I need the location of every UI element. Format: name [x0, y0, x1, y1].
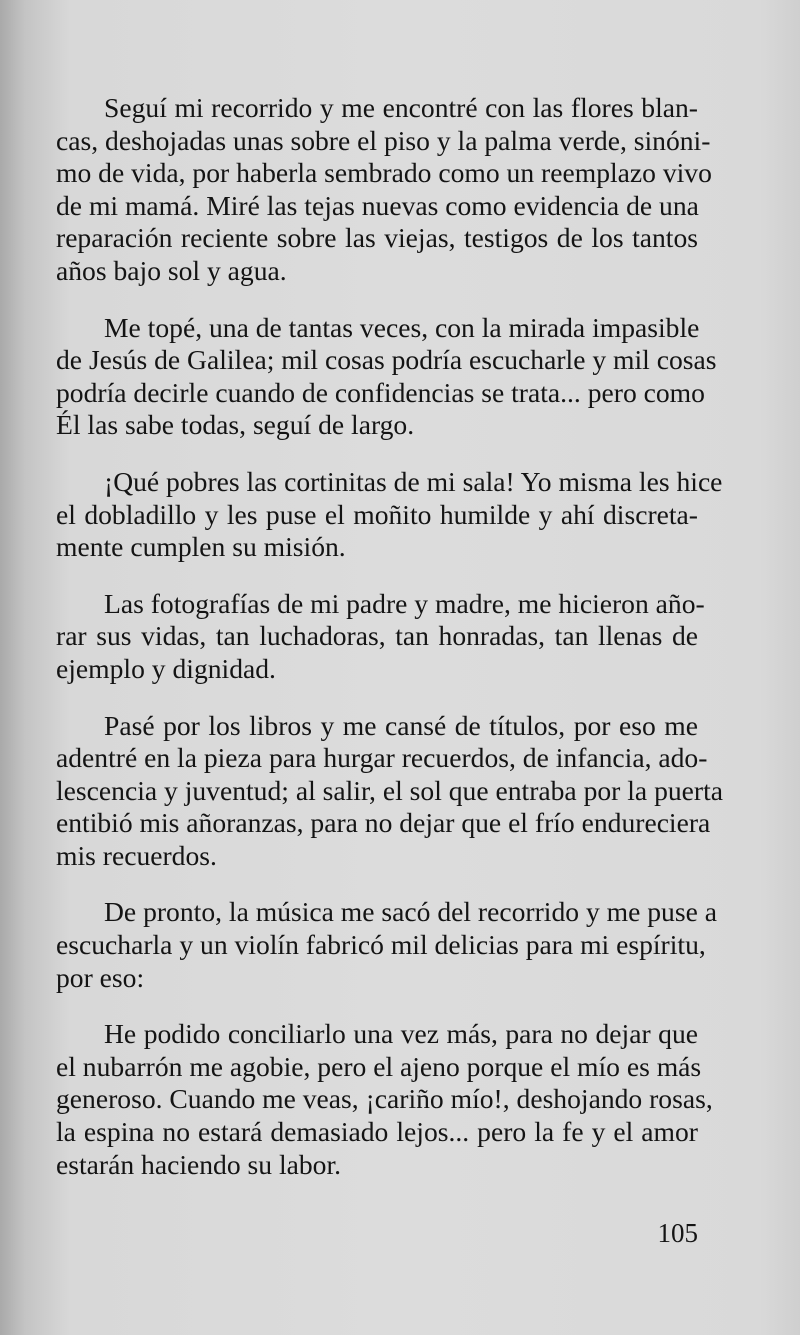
text-line: Me topé, una de tantas veces, con la mirada impasible — [104, 311, 700, 343]
text-line: reparación reciente sobre las viejas, testigos de los tantos — [56, 222, 698, 254]
text-line: el nubarrón me agobie, pero el ajeno porque el mío es más — [56, 1050, 702, 1082]
text-line: la espina no estará demasiado lejos... pero la fe y el amor — [56, 1116, 698, 1148]
paragraph — [56, 709, 724, 873]
text-line: ¡Qué pobres las cortinitas de mi sala! Yo misma les hice — [104, 465, 723, 497]
text-line: podría decirle cuando de confidencias se trata... pero como — [56, 376, 705, 408]
text-line: ejemplo y dignidad. — [56, 652, 276, 684]
text-line: mente cumplen su misión. — [56, 531, 346, 563]
text-line: mis recuerdos. — [56, 839, 217, 871]
text-line: generoso. Cuando me veas, ¡cariño mío!, deshojando rosas, — [56, 1083, 713, 1115]
paragraph — [56, 92, 712, 288]
page-number: 105 — [657, 1218, 698, 1248]
text-line: de Jesús de Galilea; mil cosas podría escucharle y mil cosas — [56, 344, 717, 376]
text-line: Él las sabe todas, seguí de largo. — [56, 409, 415, 441]
paragraph — [56, 587, 705, 686]
text-line: mo de vida, por haberla sembrado como un reemplazo vivo — [56, 157, 712, 189]
paragraph — [56, 311, 717, 442]
text-line: el dobladillo y les puse el moñito humilde y ahí discreta- — [56, 498, 698, 530]
paragraph — [56, 896, 717, 994]
text-line: De pronto, la música me sacó del recorrido y me puse a — [104, 896, 717, 928]
text-line: Seguí mi recorrido y me encontré con las flores blan- — [104, 92, 698, 123]
text-line: años bajo sol y agua. — [56, 254, 287, 286]
text-line: lescencia y juventud; al salir, el sol que entraba por la puerta — [56, 774, 724, 806]
text-line: escucharla y un violín fabricó mil delicias para mi espíritu, — [56, 929, 706, 961]
text-line: He podido conciliarlo una vez más, para no dejar que — [104, 1018, 698, 1050]
text-line: de mi mamá. Miré las tejas nuevas como evidencia de una — [56, 189, 699, 221]
paragraph — [56, 1018, 713, 1181]
text-line: Las fotografías de mi padre y madre, me hicieron año- — [104, 587, 705, 619]
text-line: estarán haciendo su labor. — [56, 1148, 342, 1180]
text-line: cas, deshojadas unas sobre el piso y la palma verde, sinóni- — [56, 124, 711, 156]
text-line: rar sus vidas, tan luchadoras, tan honradas, tan llenas de — [56, 620, 698, 652]
body-text — [56, 92, 724, 1205]
text-line: Pasé por los libros y me cansé de títulos, por eso me — [104, 709, 698, 741]
text-line: entibió mis añoranzas, para no dejar que el frío endureciera — [56, 807, 711, 839]
text-line: por eso: — [56, 961, 145, 993]
paragraph — [56, 465, 723, 564]
text-line: adentré en la pieza para hurgar recuerdos, de infancia, ado- — [56, 742, 708, 774]
